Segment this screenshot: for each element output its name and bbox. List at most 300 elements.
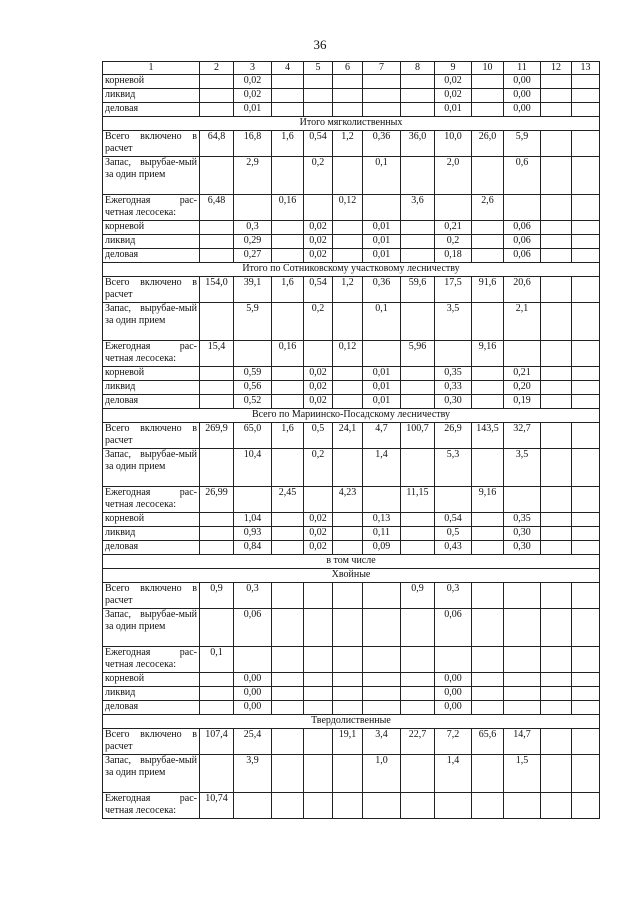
table-row (103, 423, 600, 449)
table-row (103, 277, 600, 303)
table-cell (472, 449, 504, 487)
table-cell (541, 687, 572, 701)
table-cell (333, 755, 363, 793)
table-cell (572, 673, 600, 687)
table-cell (572, 303, 600, 341)
forest-cutting-table (102, 61, 600, 819)
table-cell: 0,01 (234, 103, 272, 117)
table-cell: 25,4 (234, 729, 272, 755)
table-cell (572, 235, 600, 249)
table-cell: 0,35 (504, 513, 541, 527)
table-cell: 15,4 (200, 341, 234, 367)
section-row (103, 569, 600, 583)
table-cell (401, 701, 435, 715)
table-cell: 1,04 (234, 513, 272, 527)
table-cell: 0,6 (504, 157, 541, 195)
table-cell: 0,02 (304, 367, 333, 381)
table-cell: 11,15 (401, 487, 435, 513)
table-cell (541, 513, 572, 527)
table-row (103, 157, 600, 195)
table-cell: 0,02 (435, 89, 472, 103)
table-cell (272, 609, 304, 647)
table-cell (363, 687, 401, 701)
table-cell (435, 487, 472, 513)
table-cell (234, 793, 272, 819)
table-cell (472, 513, 504, 527)
table-cell: 4,23 (333, 487, 363, 513)
table-cell (572, 89, 600, 103)
table-cell (401, 449, 435, 487)
table-cell: 0,00 (504, 89, 541, 103)
table-cell: 0,21 (435, 221, 472, 235)
table-cell (541, 131, 572, 157)
table-cell (363, 89, 401, 103)
table-cell (504, 195, 541, 221)
table-cell: 1,6 (272, 131, 304, 157)
table-cell (304, 89, 333, 103)
table-cell (272, 157, 304, 195)
table-cell: 64,8 (200, 131, 234, 157)
table-cell: 0,43 (435, 541, 472, 555)
table-cell: 9,16 (472, 487, 504, 513)
table-cell (272, 647, 304, 673)
table-cell (200, 609, 234, 647)
table-cell (572, 221, 600, 235)
table-cell: 0,01 (363, 235, 401, 249)
row-label: Ежегодная рас-четная лесосека: (103, 647, 200, 673)
table-cell (363, 487, 401, 513)
table-cell (541, 647, 572, 673)
table-cell: 0,54 (435, 513, 472, 527)
table-cell: 0,06 (504, 221, 541, 235)
table-cell: 0,2 (435, 235, 472, 249)
column-number: 12 (541, 62, 572, 75)
table-cell: 0,06 (435, 609, 472, 647)
section-row (103, 555, 600, 569)
table-cell: 0,00 (504, 75, 541, 89)
table-cell (304, 793, 333, 819)
row-label: Запас, вырубае-мый за один прием (103, 449, 200, 487)
table-cell: 0,12 (333, 341, 363, 367)
column-number: 10 (472, 62, 504, 75)
section-row (103, 117, 600, 131)
row-label: деловая (103, 395, 200, 409)
table-cell (572, 423, 600, 449)
table-cell: 0,59 (234, 367, 272, 381)
table-row (103, 395, 600, 409)
table-cell (472, 381, 504, 395)
table-cell: 91,6 (472, 277, 504, 303)
section-row (103, 409, 600, 423)
table-cell: 26,0 (472, 131, 504, 157)
table-cell: 2,9 (234, 157, 272, 195)
row-label: ликвид (103, 381, 200, 395)
table-cell (472, 687, 504, 701)
table-cell: 4,7 (363, 423, 401, 449)
row-label: Ежегодная рас-четная лесосека: (103, 793, 200, 819)
table-cell (401, 395, 435, 409)
table-cell (200, 89, 234, 103)
row-label: Запас, вырубае-мый за один прием (103, 609, 200, 647)
table-cell: 0,00 (234, 687, 272, 701)
table-cell (200, 381, 234, 395)
table-cell: 0,00 (435, 701, 472, 715)
table-cell (401, 673, 435, 687)
table-cell: 36,0 (401, 131, 435, 157)
table-cell (541, 541, 572, 555)
table-row (103, 729, 600, 755)
table-row (103, 647, 600, 673)
table-cell (504, 487, 541, 513)
table-cell (333, 583, 363, 609)
table-cell: 39,1 (234, 277, 272, 303)
row-label: Ежегодная рас-четная лесосека: (103, 341, 200, 367)
table-cell (333, 673, 363, 687)
table-row (103, 527, 600, 541)
section-title: Всего по Мариинско-Посадскому лесничеству (103, 409, 600, 423)
table-cell (200, 157, 234, 195)
table-cell (304, 609, 333, 647)
table-row (103, 89, 600, 103)
table-cell: 0,3 (234, 221, 272, 235)
table-cell (333, 609, 363, 647)
table-cell (401, 609, 435, 647)
table-cell: 19,1 (333, 729, 363, 755)
table-cell (472, 541, 504, 555)
table-cell: 0,93 (234, 527, 272, 541)
column-number: 1 (103, 62, 200, 75)
table-cell: 0,12 (333, 195, 363, 221)
table-cell (572, 729, 600, 755)
table-cell (572, 527, 600, 541)
table-cell: 10,74 (200, 793, 234, 819)
table-cell: 0,20 (504, 381, 541, 395)
table-cell (363, 195, 401, 221)
table-cell (401, 157, 435, 195)
table-row (103, 75, 600, 89)
table-cell: 0,5 (304, 423, 333, 449)
table-cell (541, 583, 572, 609)
table-cell: 0,13 (363, 513, 401, 527)
column-number: 3 (234, 62, 272, 75)
table-cell (272, 221, 304, 235)
section-title: Твердолиственные (103, 715, 600, 729)
table-row (103, 487, 600, 513)
table-cell (541, 793, 572, 819)
table-cell (401, 249, 435, 263)
table-cell: 0,1 (363, 303, 401, 341)
table-cell: 0,30 (504, 541, 541, 555)
row-label: Запас, вырубае-мый за один прием (103, 157, 200, 195)
table-cell (572, 609, 600, 647)
table-cell (504, 341, 541, 367)
table-cell (572, 541, 600, 555)
table-cell (333, 647, 363, 673)
table-cell: 0,36 (363, 277, 401, 303)
table-cell: 0,30 (435, 395, 472, 409)
table-cell: 0,35 (435, 367, 472, 381)
table-cell (472, 75, 504, 89)
table-cell (541, 341, 572, 367)
table-cell (363, 673, 401, 687)
table-cell (541, 673, 572, 687)
table-cell (304, 729, 333, 755)
row-label: деловая (103, 701, 200, 715)
table-row (103, 221, 600, 235)
table-cell (363, 75, 401, 89)
table-cell (541, 395, 572, 409)
row-label: Ежегодная рас-четная лесосека: (103, 487, 200, 513)
table-cell: 0,02 (304, 513, 333, 527)
table-cell (541, 729, 572, 755)
table-cell (333, 103, 363, 117)
table-cell: 0,52 (234, 395, 272, 409)
table-cell (200, 673, 234, 687)
row-label: корневой (103, 673, 200, 687)
table-cell: 0,1 (363, 157, 401, 195)
table-cell: 10,4 (234, 449, 272, 487)
table-cell: 0,06 (234, 609, 272, 647)
table-cell (200, 755, 234, 793)
table-cell (234, 195, 272, 221)
table-cell (200, 449, 234, 487)
table-cell: 1,6 (272, 423, 304, 449)
table-cell: 143,5 (472, 423, 504, 449)
table-cell (401, 647, 435, 673)
table-row (103, 367, 600, 381)
table-cell (472, 395, 504, 409)
table-cell (541, 701, 572, 715)
table-cell (272, 303, 304, 341)
table-cell (472, 157, 504, 195)
table-cell (572, 103, 600, 117)
table-cell (472, 647, 504, 673)
table-cell (304, 673, 333, 687)
table-cell (541, 89, 572, 103)
table-cell (472, 583, 504, 609)
table-cell (333, 221, 363, 235)
table-cell (200, 235, 234, 249)
table-cell (333, 527, 363, 541)
table-cell (401, 75, 435, 89)
column-number: 8 (401, 62, 435, 75)
table-cell: 0,01 (363, 367, 401, 381)
column-number: 9 (435, 62, 472, 75)
table-cell: 0,02 (304, 381, 333, 395)
table-cell (272, 793, 304, 819)
table-cell: 3,9 (234, 755, 272, 793)
table-cell (401, 367, 435, 381)
table-cell (541, 527, 572, 541)
table-cell (333, 687, 363, 701)
table-cell (572, 277, 600, 303)
table-cell (572, 131, 600, 157)
table-cell (472, 793, 504, 819)
table-cell (272, 673, 304, 687)
table-cell (541, 221, 572, 235)
table-cell (333, 793, 363, 819)
table-cell (333, 541, 363, 555)
table-cell (272, 235, 304, 249)
table-cell (401, 527, 435, 541)
table-cell (272, 513, 304, 527)
table-cell: 0,01 (363, 395, 401, 409)
table-cell: 2,6 (472, 195, 504, 221)
table-cell: 1,6 (272, 277, 304, 303)
table-cell: 32,7 (504, 423, 541, 449)
table-cell: 3,6 (401, 195, 435, 221)
row-label: ликвид (103, 235, 200, 249)
table-cell: 0,54 (304, 277, 333, 303)
row-label: корневой (103, 221, 200, 235)
table-cell (472, 609, 504, 647)
table-cell: 107,4 (200, 729, 234, 755)
table-cell (234, 487, 272, 513)
table-cell (272, 395, 304, 409)
table-cell (504, 701, 541, 715)
table-cell (504, 647, 541, 673)
table-cell (200, 701, 234, 715)
table-cell (472, 249, 504, 263)
table-cell (272, 249, 304, 263)
table-cell: 6,48 (200, 195, 234, 221)
row-label: Всего включено в расчет (103, 583, 200, 609)
table-cell (401, 235, 435, 249)
table-cell: 0,02 (304, 249, 333, 263)
table-cell: 0,56 (234, 381, 272, 395)
table-cell: 24,1 (333, 423, 363, 449)
column-number: 6 (333, 62, 363, 75)
table-body (103, 62, 600, 819)
table-cell (333, 449, 363, 487)
table-cell: 0,00 (435, 687, 472, 701)
table-row (103, 341, 600, 367)
table-cell (272, 381, 304, 395)
table-cell: 2,0 (435, 157, 472, 195)
table-row (103, 541, 600, 555)
table-cell (435, 341, 472, 367)
table-cell (572, 755, 600, 793)
row-label: деловая (103, 103, 200, 117)
table-cell (363, 793, 401, 819)
table-cell: 0,3 (234, 583, 272, 609)
table-cell: 0,19 (504, 395, 541, 409)
table-cell (504, 793, 541, 819)
table-cell (401, 513, 435, 527)
table-cell: 0,36 (363, 131, 401, 157)
table-cell (333, 395, 363, 409)
row-label: Запас, вырубае-мый за один прием (103, 303, 200, 341)
page-number: 36 (313, 37, 327, 52)
table-cell (572, 249, 600, 263)
table-cell (572, 341, 600, 367)
table-cell (272, 449, 304, 487)
table-cell: 0,9 (401, 583, 435, 609)
column-number: 11 (504, 62, 541, 75)
table-cell (472, 527, 504, 541)
row-label: ликвид (103, 527, 200, 541)
table-cell (363, 341, 401, 367)
table-cell: 0,16 (272, 341, 304, 367)
table-cell (572, 701, 600, 715)
table-cell: 1,4 (435, 755, 472, 793)
table-cell: 0,00 (504, 103, 541, 117)
table-cell: 20,6 (504, 277, 541, 303)
table-cell (304, 103, 333, 117)
table-cell: 0,2 (304, 303, 333, 341)
table-cell: 0,02 (304, 527, 333, 541)
table-cell: 100,7 (401, 423, 435, 449)
table-cell (200, 395, 234, 409)
section-title: Итого по Сотниковскому участковому лесничеству (103, 263, 600, 277)
table-cell: 5,9 (504, 131, 541, 157)
table-cell (572, 75, 600, 89)
table-cell (304, 583, 333, 609)
table-row (103, 687, 600, 701)
table-row (103, 195, 600, 221)
table-cell (272, 583, 304, 609)
table-cell (333, 701, 363, 715)
table-cell: 0,01 (363, 221, 401, 235)
table-cell (333, 513, 363, 527)
table-cell: 0,01 (363, 249, 401, 263)
table-cell (401, 541, 435, 555)
table-cell (234, 341, 272, 367)
column-number: 13 (572, 62, 600, 75)
table-cell: 0,27 (234, 249, 272, 263)
table-cell: 154,0 (200, 277, 234, 303)
table-cell (304, 487, 333, 513)
table-cell (200, 249, 234, 263)
table-cell (472, 303, 504, 341)
table-cell (272, 755, 304, 793)
table-cell (272, 75, 304, 89)
column-number: 7 (363, 62, 401, 75)
table-cell (435, 647, 472, 673)
row-label: Всего включено в расчет (103, 277, 200, 303)
table-cell (572, 793, 600, 819)
row-label: ликвид (103, 89, 200, 103)
table-row (103, 249, 600, 263)
table-cell (304, 687, 333, 701)
table-cell (504, 609, 541, 647)
table-cell (572, 395, 600, 409)
table-cell: 0,02 (234, 75, 272, 89)
table-cell (541, 423, 572, 449)
table-cell (541, 103, 572, 117)
table-row (103, 583, 600, 609)
table-cell: 59,6 (401, 277, 435, 303)
table-cell: 0,02 (304, 221, 333, 235)
table-cell (200, 303, 234, 341)
table-cell (541, 367, 572, 381)
table-cell (272, 103, 304, 117)
table-row (103, 755, 600, 793)
row-label: ликвид (103, 687, 200, 701)
table-cell: 0,3 (435, 583, 472, 609)
table-cell: 0,2 (304, 449, 333, 487)
table-cell (572, 487, 600, 513)
table-cell: 0,1 (200, 647, 234, 673)
table-row (103, 513, 600, 527)
table-cell (200, 75, 234, 89)
table-cell (333, 157, 363, 195)
table-cell (333, 367, 363, 381)
table-row (103, 103, 600, 117)
table-cell (333, 303, 363, 341)
table-cell: 26,99 (200, 487, 234, 513)
table-cell (401, 303, 435, 341)
